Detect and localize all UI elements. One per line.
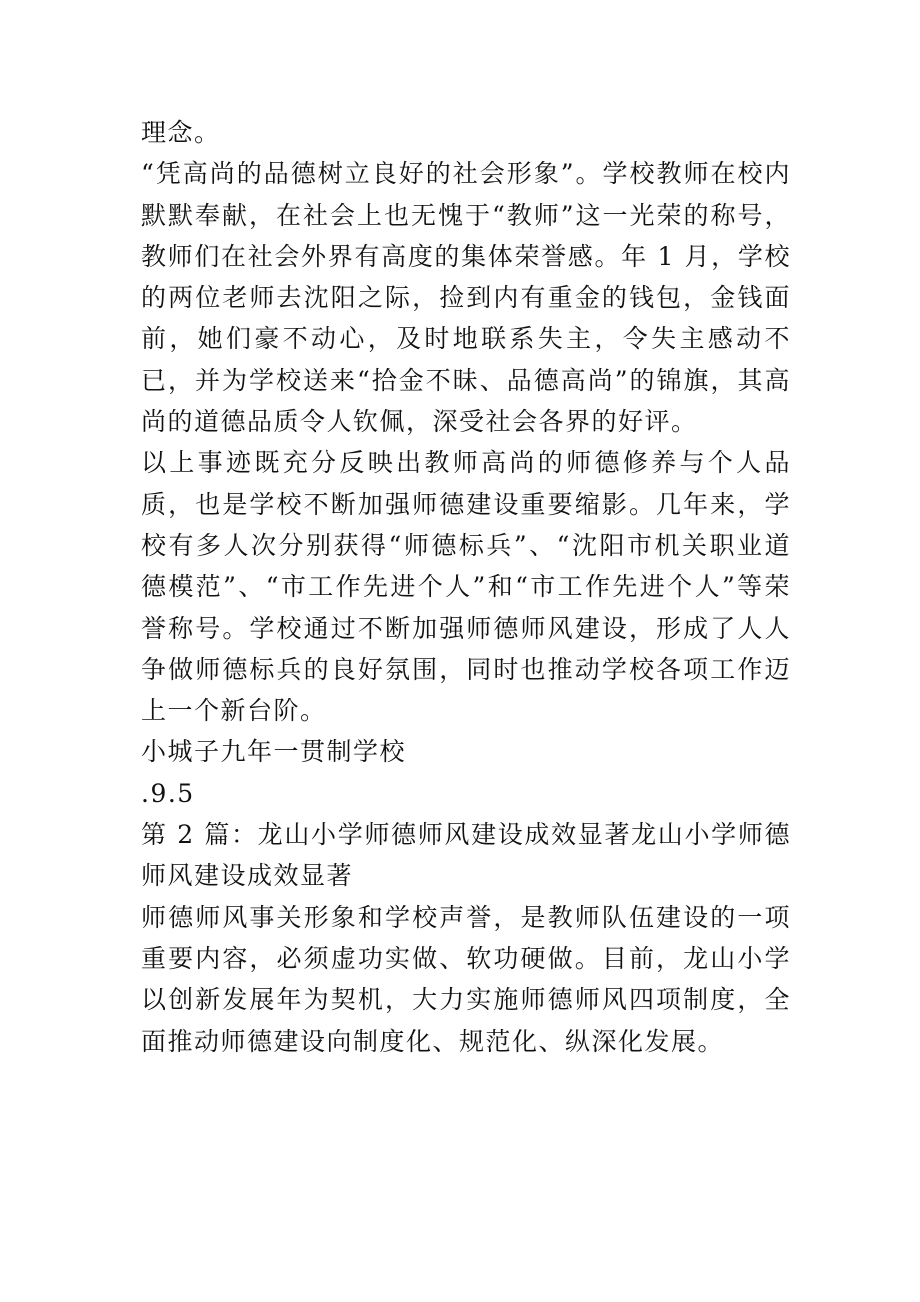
article-2-title: 第 2 篇：龙山小学师德师风建设成效显著龙山小学师德师风建设成效显著 bbox=[141, 820, 791, 891]
paragraph-longshan-intro: 师德师风事关形象和学校声誉，是教师队伍建设的一项重要内容，必须虚功实做、软功硬做。目前，龙山小学以创新发展年为契机，大力实施师德师风四项制度，全面推动师德建设向制度化、规范化、纵深化发展。 bbox=[141, 902, 791, 1056]
date-line: .9.5 bbox=[141, 778, 195, 808]
paragraph-summary: 以上事迹既充分反映出教师高尚的师德修养与个人品质，也是学校不断加强师德建设重要缩影。几年来，学校有多人次分别获得“师德标兵”、“沈阳市机关职业道德模范”、“市工作先进个人”和“市工作先进个人”等荣誉称号。学校通过不断加强师德师风建设，形成了人人争做师德标兵的良好氛围，同时也推动学校各项工作迈上一个新台阶。 bbox=[141, 448, 791, 726]
document-body bbox=[141, 112, 791, 1062]
paragraph-social-image: “凭高尚的品德树立良好的社会形象”。学校教师在校内默默奉献，在社会上也无愧于“教师”这一光荣的称号，教师们在社会外界有高度的集体荣誉感。年 1 月，学校的两位老师去沈阳之际，捡到内有重金的钱包，金钱面前，她们豪不动心，及时地联系失主，令失主感动不已，并为学校送来“拾金不昧、品德高尚”的锦旗，其高尚的道德品质令人钦佩，深受社会各界的好评。 bbox=[141, 159, 791, 437]
school-signature: 小城子九年一贯制学校 bbox=[141, 737, 407, 767]
paragraph-concept-end: 理念。 bbox=[141, 118, 221, 147]
